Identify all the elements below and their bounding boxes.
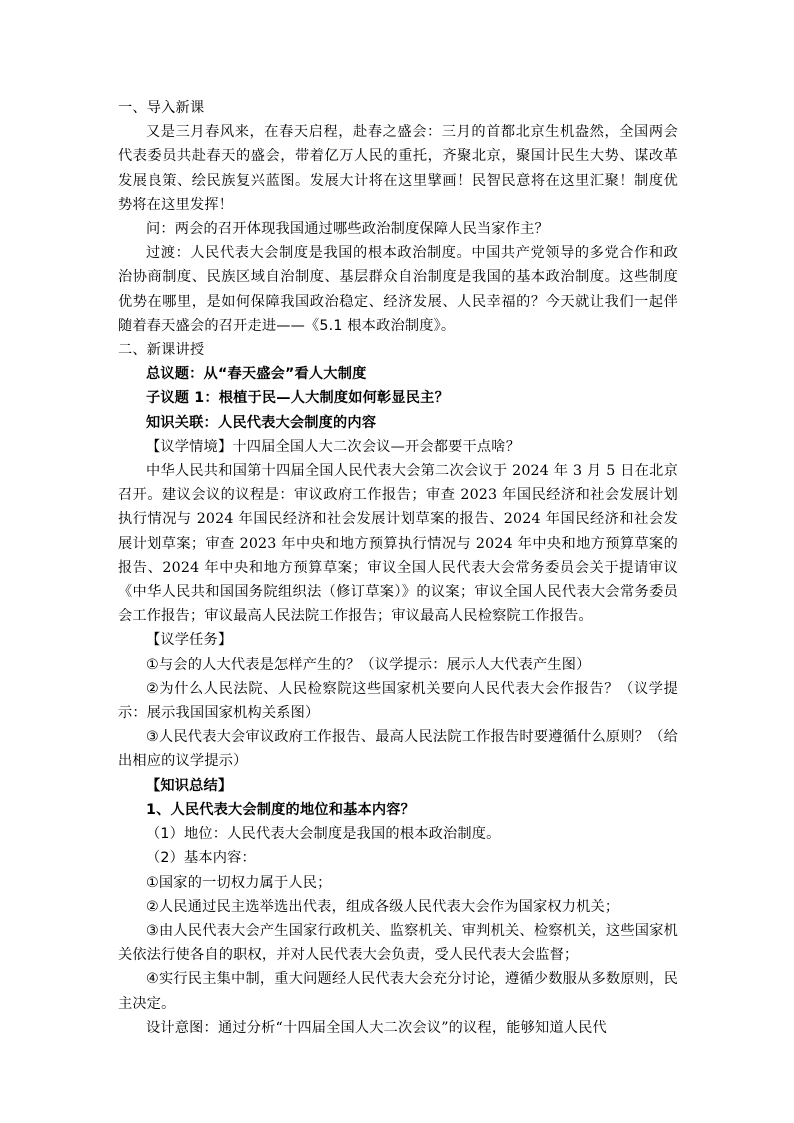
status-statement: （1）地位：人民代表大会制度是我国的根本政治制度。 — [146, 826, 501, 843]
basic-content-label: （2）基本内容： — [146, 850, 256, 867]
task-1 — [118, 653, 678, 677]
task-2-hint: （议学提示：展示我国国家机构关系图） — [118, 680, 678, 722]
transition-paragraph: 过渡：人民代表大会制度是我国的根本政治制度。中国共产党领导的多党合作和政治协商制度、民族区域自治制度、基层群众自治制度是我国的基本政治制度。这些制度优势在哪里，是如何保障我国政治稳定、经济发展、人民幸福的？今天就让我们一起伴随着春天盛会的召开走进——《5.1 根本政治制度》。 — [118, 245, 678, 334]
task-3-hint: （给出相应的议学提示） — [118, 729, 678, 770]
section-heading-new-lesson: 二、新课讲授 — [118, 342, 205, 359]
knowledge-link: 知识关联：人民代表大会制度的内容 — [146, 414, 377, 431]
content-item-4: ④实行民主集中制，重大问题经人民代表大会充分讨论，遵循少数服从多数原则，民主决定。 — [118, 971, 678, 1012]
task-title: 【议学任务】 — [146, 632, 233, 649]
design-intent: 设计意图：通过分析“十四届全国人大二次会议”的议程，能够知道人民代 — [146, 1019, 607, 1036]
task-1-text: ①与会的人大代表是怎样产生的？ — [146, 656, 361, 673]
intro-paragraph: 又是三月春风来，在春天启程，赴春之盛会：三月的首都北京生机盎然，全国两会代表委员共赴春天的盛会，带着亿万人民的重托，齐聚北京，聚国计民生大势、谋改革发展良策、绘民族复兴蓝图。发展大计将在这里擘画！民智民意将在这里汇聚！制度优势将在这里发挥！ — [118, 124, 678, 213]
content-item-2: ②人民通过民主选举选出代表，组成各级人民代表大会作为国家权力机关； — [146, 898, 620, 915]
content-item-1: ①国家的一切权力属于人民； — [146, 874, 332, 891]
task-3 — [118, 725, 678, 773]
task-2 — [118, 677, 678, 725]
scenario-body: 中华人民共和国第十四届全国人民代表大会第二次会议于 2024 年 3 月 5 日在北京召开。建议会议的议程是：审议政府工作报告；审查 2023 年国民经济和社会发展计划执行情况与 2024 年国民经济和社会发展计划草案的报告、2024 年国民经济和社会发展计划草案；审查 2023 年中央和地方预算执行情况与 2024 年中央和地方预算草案的报告、2024 年中央和地方预算草案；审议全国人民代表大会常务委员会关于提请审议《中华人民共和国国务院组织法（修订草案）》的议案；审议全国人民代表大会常务委员会工作报告；审议最高人民法院工作报告；审议最高人民检察院工作报告。 — [118, 463, 678, 625]
task-2-text: ②为什么人民法院、人民检察院这些国家机关要向人民代表大会作报告？ — [146, 680, 620, 697]
task-1-hint: （议学提示：展示人大代表产生图） — [360, 656, 591, 673]
sub-topic: 子议题 1：根植于民—人大制度如何彰显民主？ — [146, 390, 449, 407]
summary-title: 【知识总结】 — [146, 777, 233, 794]
task-3-text: ③人民代表大会审议政府工作报告、最高人民法院工作报告时要遵循什么原则？ — [146, 729, 650, 746]
main-topic: 总议题：从“春天盛会”看人大制度 — [146, 366, 367, 383]
scenario-title: 【议学情境】十四届全国人大二次会议—开会都要干点啥？ — [146, 438, 521, 455]
content-item-3: ③由人民代表大会产生国家行政机关、监察机关、审判机关、检察机关，这些国家机关依法行使各自的职权，并对人民代表大会负责，受人民代表大会监督； — [118, 922, 678, 964]
document-body — [118, 96, 678, 1040]
section-heading-intro: 一、导入新课 — [118, 100, 205, 116]
question-paragraph: 问：两会的召开体现我国通过哪些政治制度保障人民当家作主？ — [146, 221, 549, 238]
summary-question: 1、人民代表大会制度的地位和基本内容？ — [146, 801, 416, 818]
